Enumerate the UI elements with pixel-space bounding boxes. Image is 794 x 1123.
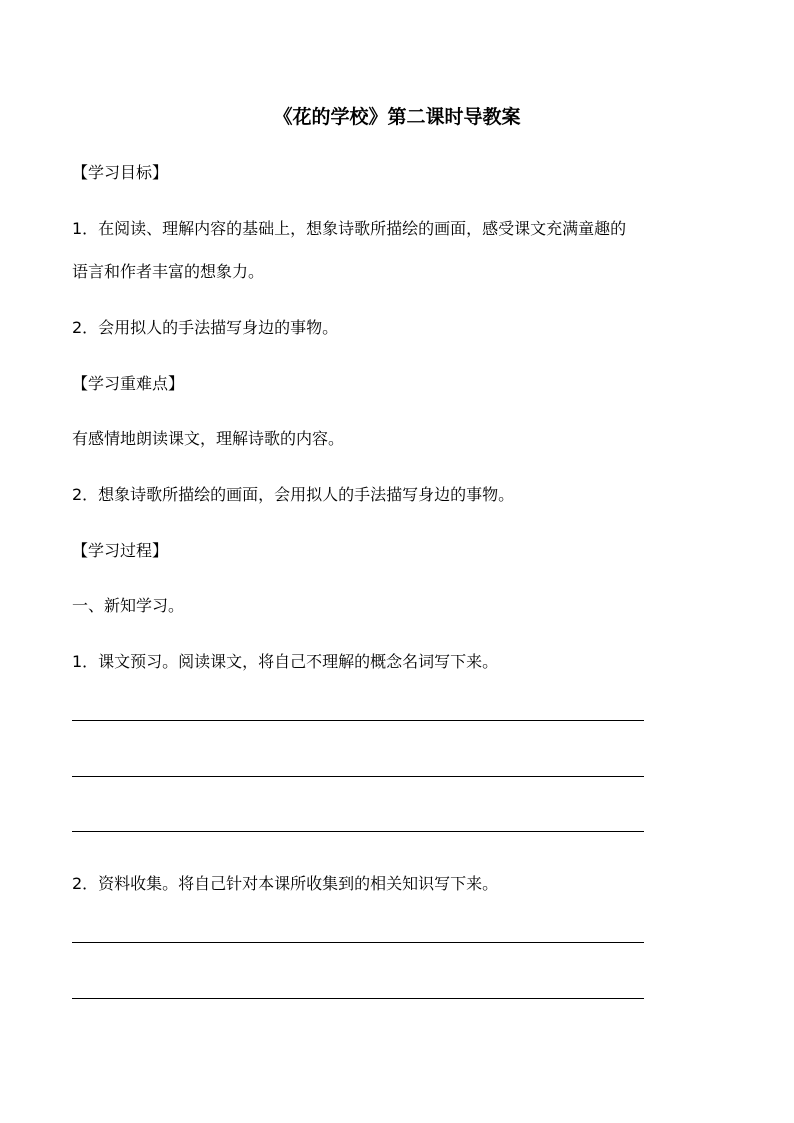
answer-line — [72, 831, 644, 832]
task-1: 1．课文预习。阅读课文，将自己不理解的概念名词写下来。 — [72, 652, 499, 671]
answer-line — [72, 720, 644, 721]
page-title: 《花的学校》第二课时导教案 — [273, 106, 521, 128]
process-heading: 【学习过程】 — [72, 541, 169, 560]
task-2: 2．资料收集。将自己针对本课所收集到的相关知识写下来。 — [72, 874, 499, 893]
objective-2: 2．会用拟人的手法描写身边的事物。 — [72, 318, 339, 337]
answer-line — [72, 776, 644, 777]
objectives-heading: 【学习目标】 — [72, 163, 169, 182]
objective-1-line-1: 1．在阅读、理解内容的基础上，想象诗歌所描绘的画面，感受课文充满童趣的 — [72, 219, 627, 238]
key-points-heading: 【学习重难点】 — [72, 374, 185, 393]
key-point-2: 2．想象诗歌所描绘的画面，会用拟人的手法描写身边的事物。 — [72, 485, 515, 504]
answer-line — [72, 942, 644, 943]
answer-line — [72, 998, 644, 999]
objective-1-line-2: 语言和作者丰富的想象力。 — [72, 262, 265, 281]
part-1-heading: 一、新知学习。 — [72, 596, 185, 615]
key-point-1: 有感情地朗读课文，理解诗歌的内容。 — [72, 429, 345, 448]
